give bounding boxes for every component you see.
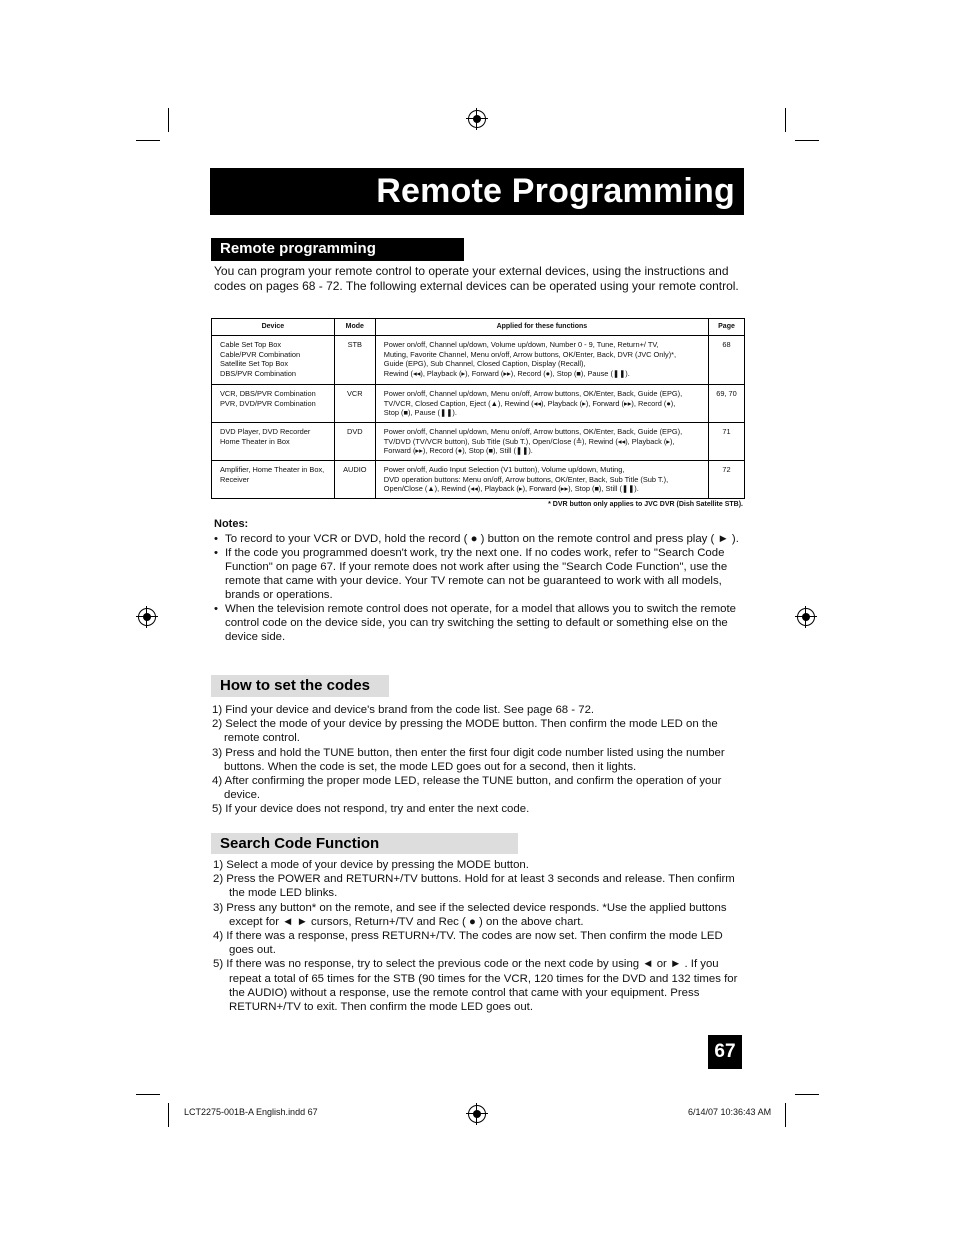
function-line: Stop (■), Pause (❚❚). [383, 408, 457, 418]
list-item: • To record to your VCR or DVD, hold the record ( ● ) button on the remote control and press play ( ► ). [214, 532, 744, 546]
device-cell [212, 461, 335, 499]
function-line: Muting, Favorite Channel, Menu on/off, Arrow buttons, OK/Enter, Back, DVR (JVC Only)*, [383, 349, 677, 359]
crop-mark [168, 108, 169, 132]
device-line: Satellite Set Top Box [220, 359, 289, 369]
slug-file: LCT2275-001B-A English.indd 67 [184, 1107, 318, 1117]
function-line: Guide (EPG), Sub Channel, Closed Caption, Display (Recall), [383, 359, 586, 369]
list-item: 5) If there was no response, try to select the previous code or the next code by using ◄ or ► . If you repeat a total of 65 times for the STB (90 times for the VCR, 120 times for the DVD and 132 times for the AUDIO) without a response, use the remote control that came with your equipment. Press RETURN+/TV to exit. Then confirm the mode LED goes out. [213, 958, 738, 1014]
device-line: Home Theater in Box [220, 436, 290, 446]
search-steps [213, 858, 744, 1014]
list-item: 1) Select a mode of your device by pressing the MODE button. [213, 859, 529, 871]
function-line: TV/VCR, Closed Caption, Eject (▲), Rewind (◂◂), Playback (▸), Forward (▸▸), Record (●), [383, 398, 676, 408]
page-title: Remote Programming [376, 172, 735, 210]
crop-mark [136, 140, 160, 141]
registration-mark-icon [468, 1105, 486, 1123]
table-row [212, 461, 745, 499]
functions-cell [375, 336, 708, 385]
functions-cell [375, 423, 708, 461]
device-line: Cable/PVR Combination [220, 349, 301, 359]
page-number: 67 [708, 1035, 742, 1069]
how-to-steps [212, 703, 744, 817]
crop-mark [136, 1094, 160, 1095]
list-item: 4) If there was a response, press RETURN+/TV. The codes are now set. Then confirm the mode LED goes out. [213, 930, 723, 957]
device-table [211, 318, 745, 499]
intro-text: You can program your remote control to operate your external devices, using the instructions and codes on pages 68 - 72. The following external devices can be operated using your remote control. [214, 264, 739, 293]
page-title-bar [210, 168, 744, 215]
function-line: DVD operation buttons: Menu on/off, Arrow buttons, OK/Enter, Back, Sub Title (Sub T.), [383, 474, 669, 484]
notes-title: Notes: [214, 518, 249, 530]
crop-mark [795, 140, 819, 141]
crop-mark [785, 1103, 786, 1127]
registration-mark-icon [797, 608, 815, 626]
slug-date: 6/14/07 10:36:43 AM [688, 1107, 772, 1117]
function-line: Power on/off, Channel up/down, Volume up/down, Number 0 - 9, Tune, Return+/ TV, [383, 340, 659, 349]
device-cell [212, 385, 335, 423]
list-item: 2) Select the mode of your device by pressing the MODE button. Then confirm the mode LED on the remote control. [212, 718, 718, 745]
section-heading-search-code: Search Code Function [211, 833, 518, 854]
device-line: DBS/PVR Combination [220, 368, 296, 378]
list-item: • If the code you programmed doesn't work, try the next one. If no codes work, refer to "Search Code Function" on page 67. If your remote does not work after using the "Search Code Function", use the remote that came with your device. Your TV remote can not be guaranteed to work with all models, brands or operations. [214, 546, 744, 602]
table-header-cell: Page [709, 319, 745, 336]
table-header-cell: Mode [334, 319, 375, 336]
device-line: Amplifier, Home Theater in Box, [220, 465, 325, 474]
function-line: Power on/off, Audio Input Selection (V1 button), Volume up/down, Muting, [383, 465, 625, 474]
device-line: Cable Set Top Box [220, 340, 282, 349]
function-line: Rewind (◂◂), Playback (▸), Forward (▸▸), Record (●), Stop (■), Pause (❚❚). [383, 368, 630, 378]
function-line: Power on/off, Channel up/down, Menu on/off, Arrow buttons, OK/Enter, Back, Guide (EPG), [383, 427, 683, 436]
list-item: • When the television remote control does not operate, for a model that allows you to switch the remote control code on the device side, you can try switching the setting to default or something else on the device side. [214, 602, 744, 644]
table-row [212, 423, 745, 461]
functions-cell [375, 385, 708, 423]
list-item: 3) Press and hold the TUNE button, then enter the first four digit code number listed using the number buttons. When the code is set, the mode LED goes out for a second, then it lights. [212, 746, 725, 773]
device-line: DVD Player, DVD Recorder [220, 427, 311, 436]
device-line: Receiver [220, 474, 250, 484]
section-heading-how-to: How to set the codes [211, 675, 389, 697]
page-cell: 68 [709, 336, 745, 385]
mode-cell: VCR [334, 385, 375, 423]
device-cell [212, 423, 335, 461]
function-line: Open/Close (▲), Rewind (◂◂), Playback (▸), Forward (▸▸), Stop (■), Still (❚❚). [383, 484, 639, 494]
page-cell: 69, 70 [709, 385, 745, 423]
device-line: PVR, DVD/PVR Combination [220, 398, 316, 408]
device-cell [212, 336, 335, 385]
crop-mark [168, 1103, 169, 1127]
registration-mark-icon [138, 608, 156, 626]
table-row [212, 336, 745, 385]
mode-cell: AUDIO [334, 461, 375, 499]
crop-mark [785, 108, 786, 132]
function-line: TV/DVD (TV/VCR button), Sub Title (Sub T.), Open/Close (≙), Rewind (◂◂), Playback (▸), [383, 436, 675, 446]
list-item: 1) Find your device and device's brand from the code list. See page 68 - 72. [212, 704, 595, 716]
mode-cell: STB [334, 336, 375, 385]
table-header-cell: Device [212, 319, 335, 336]
function-line: Forward (▸▸), Record (●), Stop (■), Still (❚❚). [383, 446, 533, 456]
page-cell: 71 [709, 423, 745, 461]
list-item: 2) Press the POWER and RETURN+/TV buttons. Hold for at least 3 seconds and release. Then confirm the mode LED blinks. [213, 873, 735, 900]
crop-mark [795, 1094, 819, 1095]
functions-cell [375, 461, 708, 499]
table-row [212, 385, 745, 423]
table-header-row [212, 319, 745, 336]
mode-cell: DVD [334, 423, 375, 461]
function-line: Power on/off, Channel up/down, Menu on/off, Arrow buttons, OK/Enter, Back, Guide (EPG), [383, 389, 683, 398]
registration-mark-icon [468, 110, 486, 128]
section-heading-remote-programming: Remote programming [211, 238, 464, 261]
list-item: 3) Press any button* on the remote, and see if the selected device responds. *Use the applied buttons except for ◄ ► cursors, Return+/TV and Rec ( ● ) on the above chart. [213, 901, 727, 928]
list-item: 5) If your device does not respond, try and enter the next code. [212, 803, 530, 816]
table-footnote: * DVR button only applies to JVC DVR (Dish Satellite STB). [548, 501, 743, 508]
device-line: VCR, DBS/PVR Combination [220, 389, 316, 398]
notes-list [214, 532, 744, 644]
list-item: 4) After confirming the proper mode LED, release the TUNE button, and confirm the operation of your device. [212, 775, 722, 802]
page-cell: 72 [709, 461, 745, 499]
table-header-cell: Applied for these functions [375, 319, 708, 336]
